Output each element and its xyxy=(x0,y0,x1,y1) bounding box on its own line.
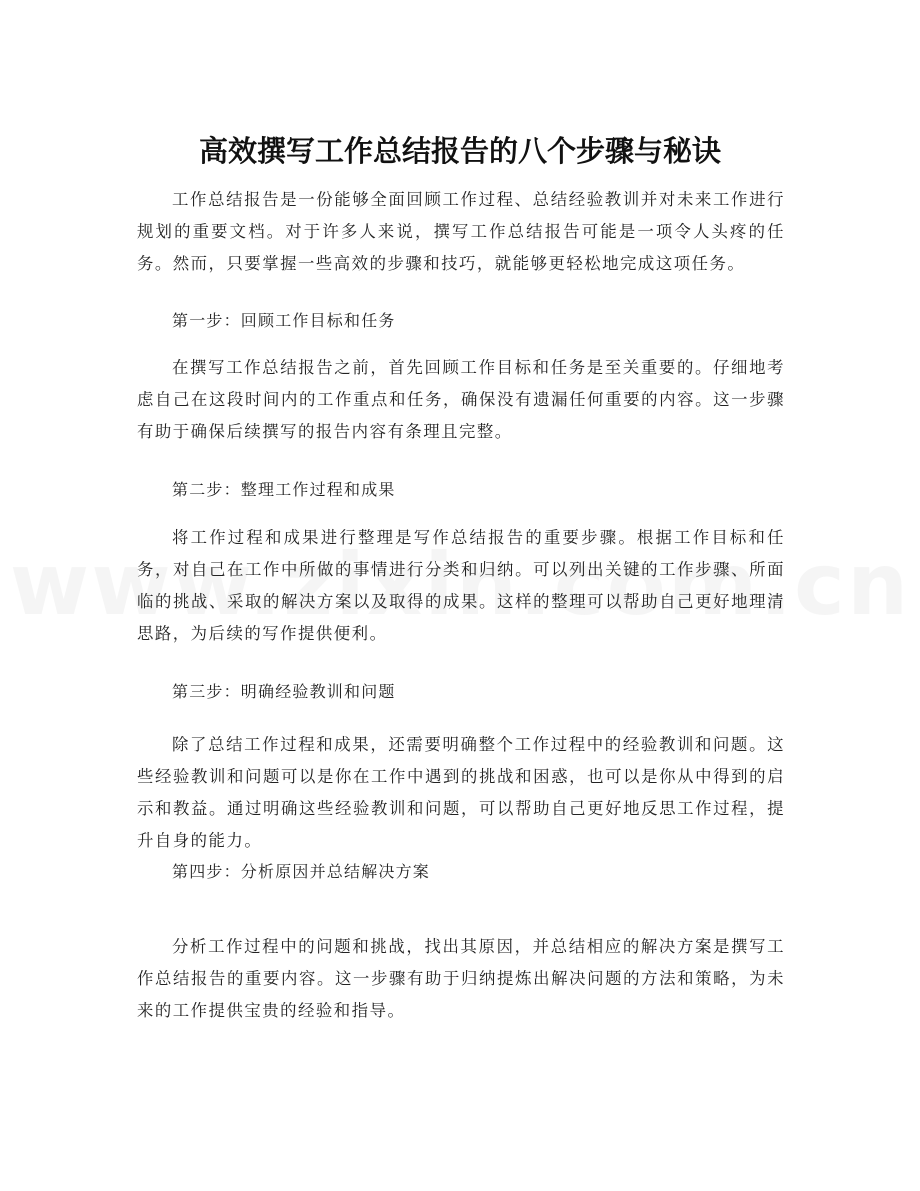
step-3-heading: 第三步：明确经验教训和问题 xyxy=(172,682,396,701)
step-1-heading: 第一步：回顾工作目标和任务 xyxy=(172,311,396,330)
step-1-paragraph: 在撰写工作总结报告之前，首先回顾工作目标和任务是至关重要的。仔细地考虑自己在这段时间内的工作重点和任务，确保没有遗漏任何重要的内容。这一步骤有助于确保后续撰写的报告内容有条理且完整。 xyxy=(137,358,785,441)
step-2-heading: 第二步：整理工作过程和成果 xyxy=(172,480,396,499)
intro-paragraph: 工作总结报告是一份能够全面回顾工作过程、总结经验教训并对未来工作进行规划的重要文档。对于许多人来说，撰写工作总结报告可能是一项令人头疼的任务。然而，只要掌握一些高效的步骤和技巧，就能够更轻松地完成这项任务。 xyxy=(137,190,785,273)
step-4-heading: 第四步：分析原因并总结解决方案 xyxy=(172,862,431,881)
page-title: 高效撰写工作总结报告的八个步骤与秘诀 xyxy=(198,134,721,169)
step-2-paragraph: 将工作过程和成果进行整理是写作总结报告的重要步骤。根据工作目标和任务，对自己在工作中所做的事情进行分类和归纳。可以列出关键的工作步骤、所面临的挑战、采取的解决方案以及取得的成果。这样的整理可以帮助自己更好地理清思路，为后续的写作提供便利。 xyxy=(137,528,785,643)
step-4-paragraph: 分析工作过程中的问题和挑战，找出其原因，并总结相应的解决方案是撰写工作总结报告的重要内容。这一步骤有助于归纳提炼出解决问题的方法和策略，为未来的工作提供宝贵的经验和指导。 xyxy=(137,937,785,1020)
step-3-paragraph: 除了总结工作过程和成果，还需要明确整个工作过程中的经验教训和问题。这些经验教训和问题可以是你在工作中遇到的挑战和困惑，也可以是你从中得到的启示和教益。通过明确这些经验教训和问题，可以帮助自己更好地反思工作过程，提升自身的能力。 xyxy=(137,735,785,850)
